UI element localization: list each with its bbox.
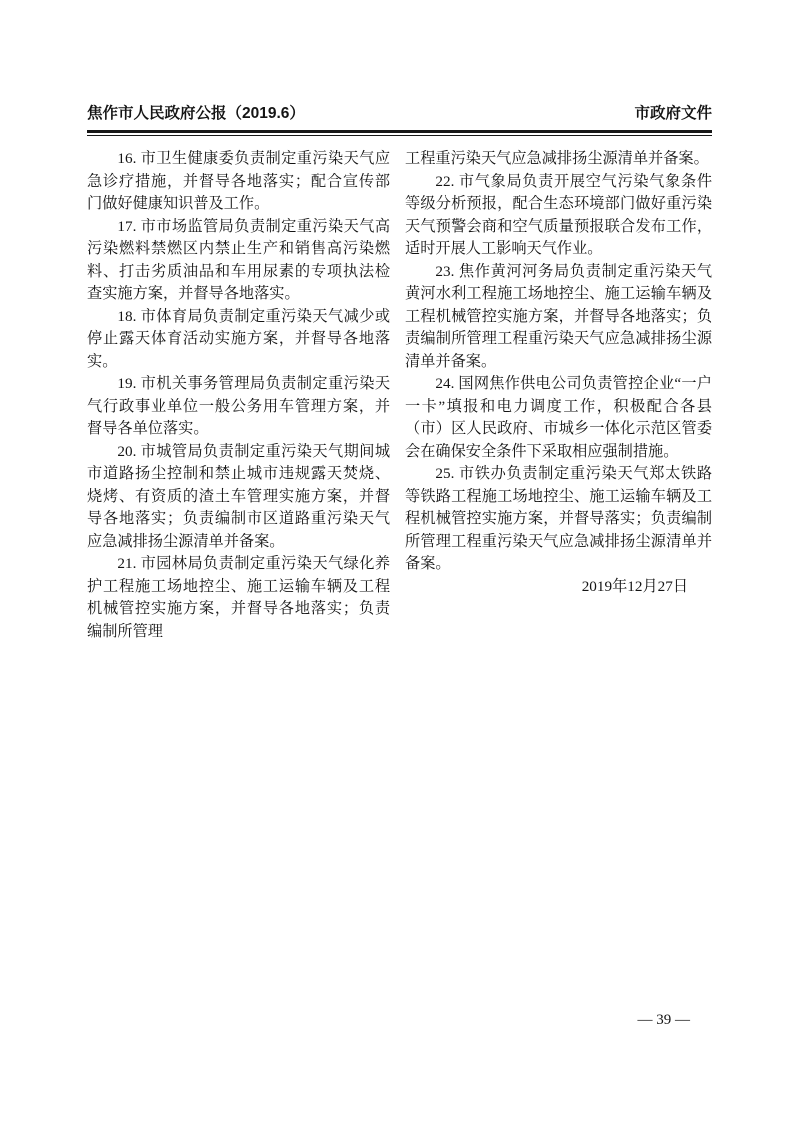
paragraph-25: 25. 市铁办负责制定重污染天气郑太铁路等铁路工程施工场地控尘、施工运输车辆及工程机械管控实施方案，并督导落实；负责编制所管理工程重污染天气应急减排扬尘源清单并备案。: [405, 465, 712, 572]
header-gazette-title: 焦作市人民政府公报（2019.6）: [87, 105, 305, 122]
header-double-rule: [87, 130, 712, 136]
header-section-title: 市政府文件: [634, 105, 712, 122]
paragraph-21-continuation: 工程重污染天气应急减排扬尘源清单并备案。: [405, 150, 709, 167]
paragraph-16: 16. 市卫生健康委负责制定重污染天气应急诊疗措施，并督导各地落实；配合宣传部门做好健康知识普及工作。: [87, 150, 390, 212]
paragraph-20: 20. 市城管局负责制定重污染天气期间城市道路扬尘控制和禁止城市违规露天焚烧、烧烤、有资质的渣土车管理实施方案，并督导各地落实；负责编制市区道路重污染天气应急减排扬尘源清单并备案。: [87, 442, 390, 550]
paragraph-23: 23. 焦作黄河河务局负责制定重污染天气黄河水利工程施工场地控尘、施工运输车辆及工程机械管控实施方案，并督导各地落实；负责编制所管理工程重污染天气应急减排扬尘源清单并备案。: [405, 262, 712, 370]
body-columns: [87, 148, 712, 643]
page-content: [87, 104, 712, 643]
page-header: [87, 104, 712, 130]
paragraph-22: 22. 市气象局负责开展空气污染气象条件等级分析预报，配合生态环境部门做好重污染天气预警会商和空气质量预报联合发布工作，适时开展人工影响天气作业。: [405, 172, 712, 257]
paragraph-18: 18. 市体育局负责制定重污染天气减少或停止露天体育活动实施方案，并督导各地落实。: [87, 307, 390, 370]
paragraph-19: 19. 市机关事务管理局负责制定重污染天气行政事业单位一般公务用车管理方案，并督导各单位落实。: [87, 375, 390, 437]
page-footer: [87, 1010, 712, 1030]
page-number: — 39 —: [637, 1012, 690, 1028]
document-date: 2019年12月27日: [581, 577, 688, 595]
paragraph-17: 17. 市市场监管局负责制定重污染天气高污染燃料禁燃区内禁止生产和销售高污染燃料、打击劣质油品和车用尿素的专项执法检查实施方案，并督导各地落实。: [87, 217, 390, 302]
left-column: [87, 148, 390, 643]
right-column: [405, 148, 712, 643]
paragraph-24: 24. 国网焦作供电公司负责管控企业“一户一卡”填报和电力调度工作，积极配合各县（市）区人民政府、市城乡一体化示范区管委会在确保安全条件下采取相应强制措施。: [405, 375, 712, 460]
paragraph-21: 21. 市园林局负责制定重污染天气绿化养护工程施工场地控尘、施工运输车辆及工程机械管控实施方案，并督导各地落实；负责编制所管理: [87, 555, 390, 640]
